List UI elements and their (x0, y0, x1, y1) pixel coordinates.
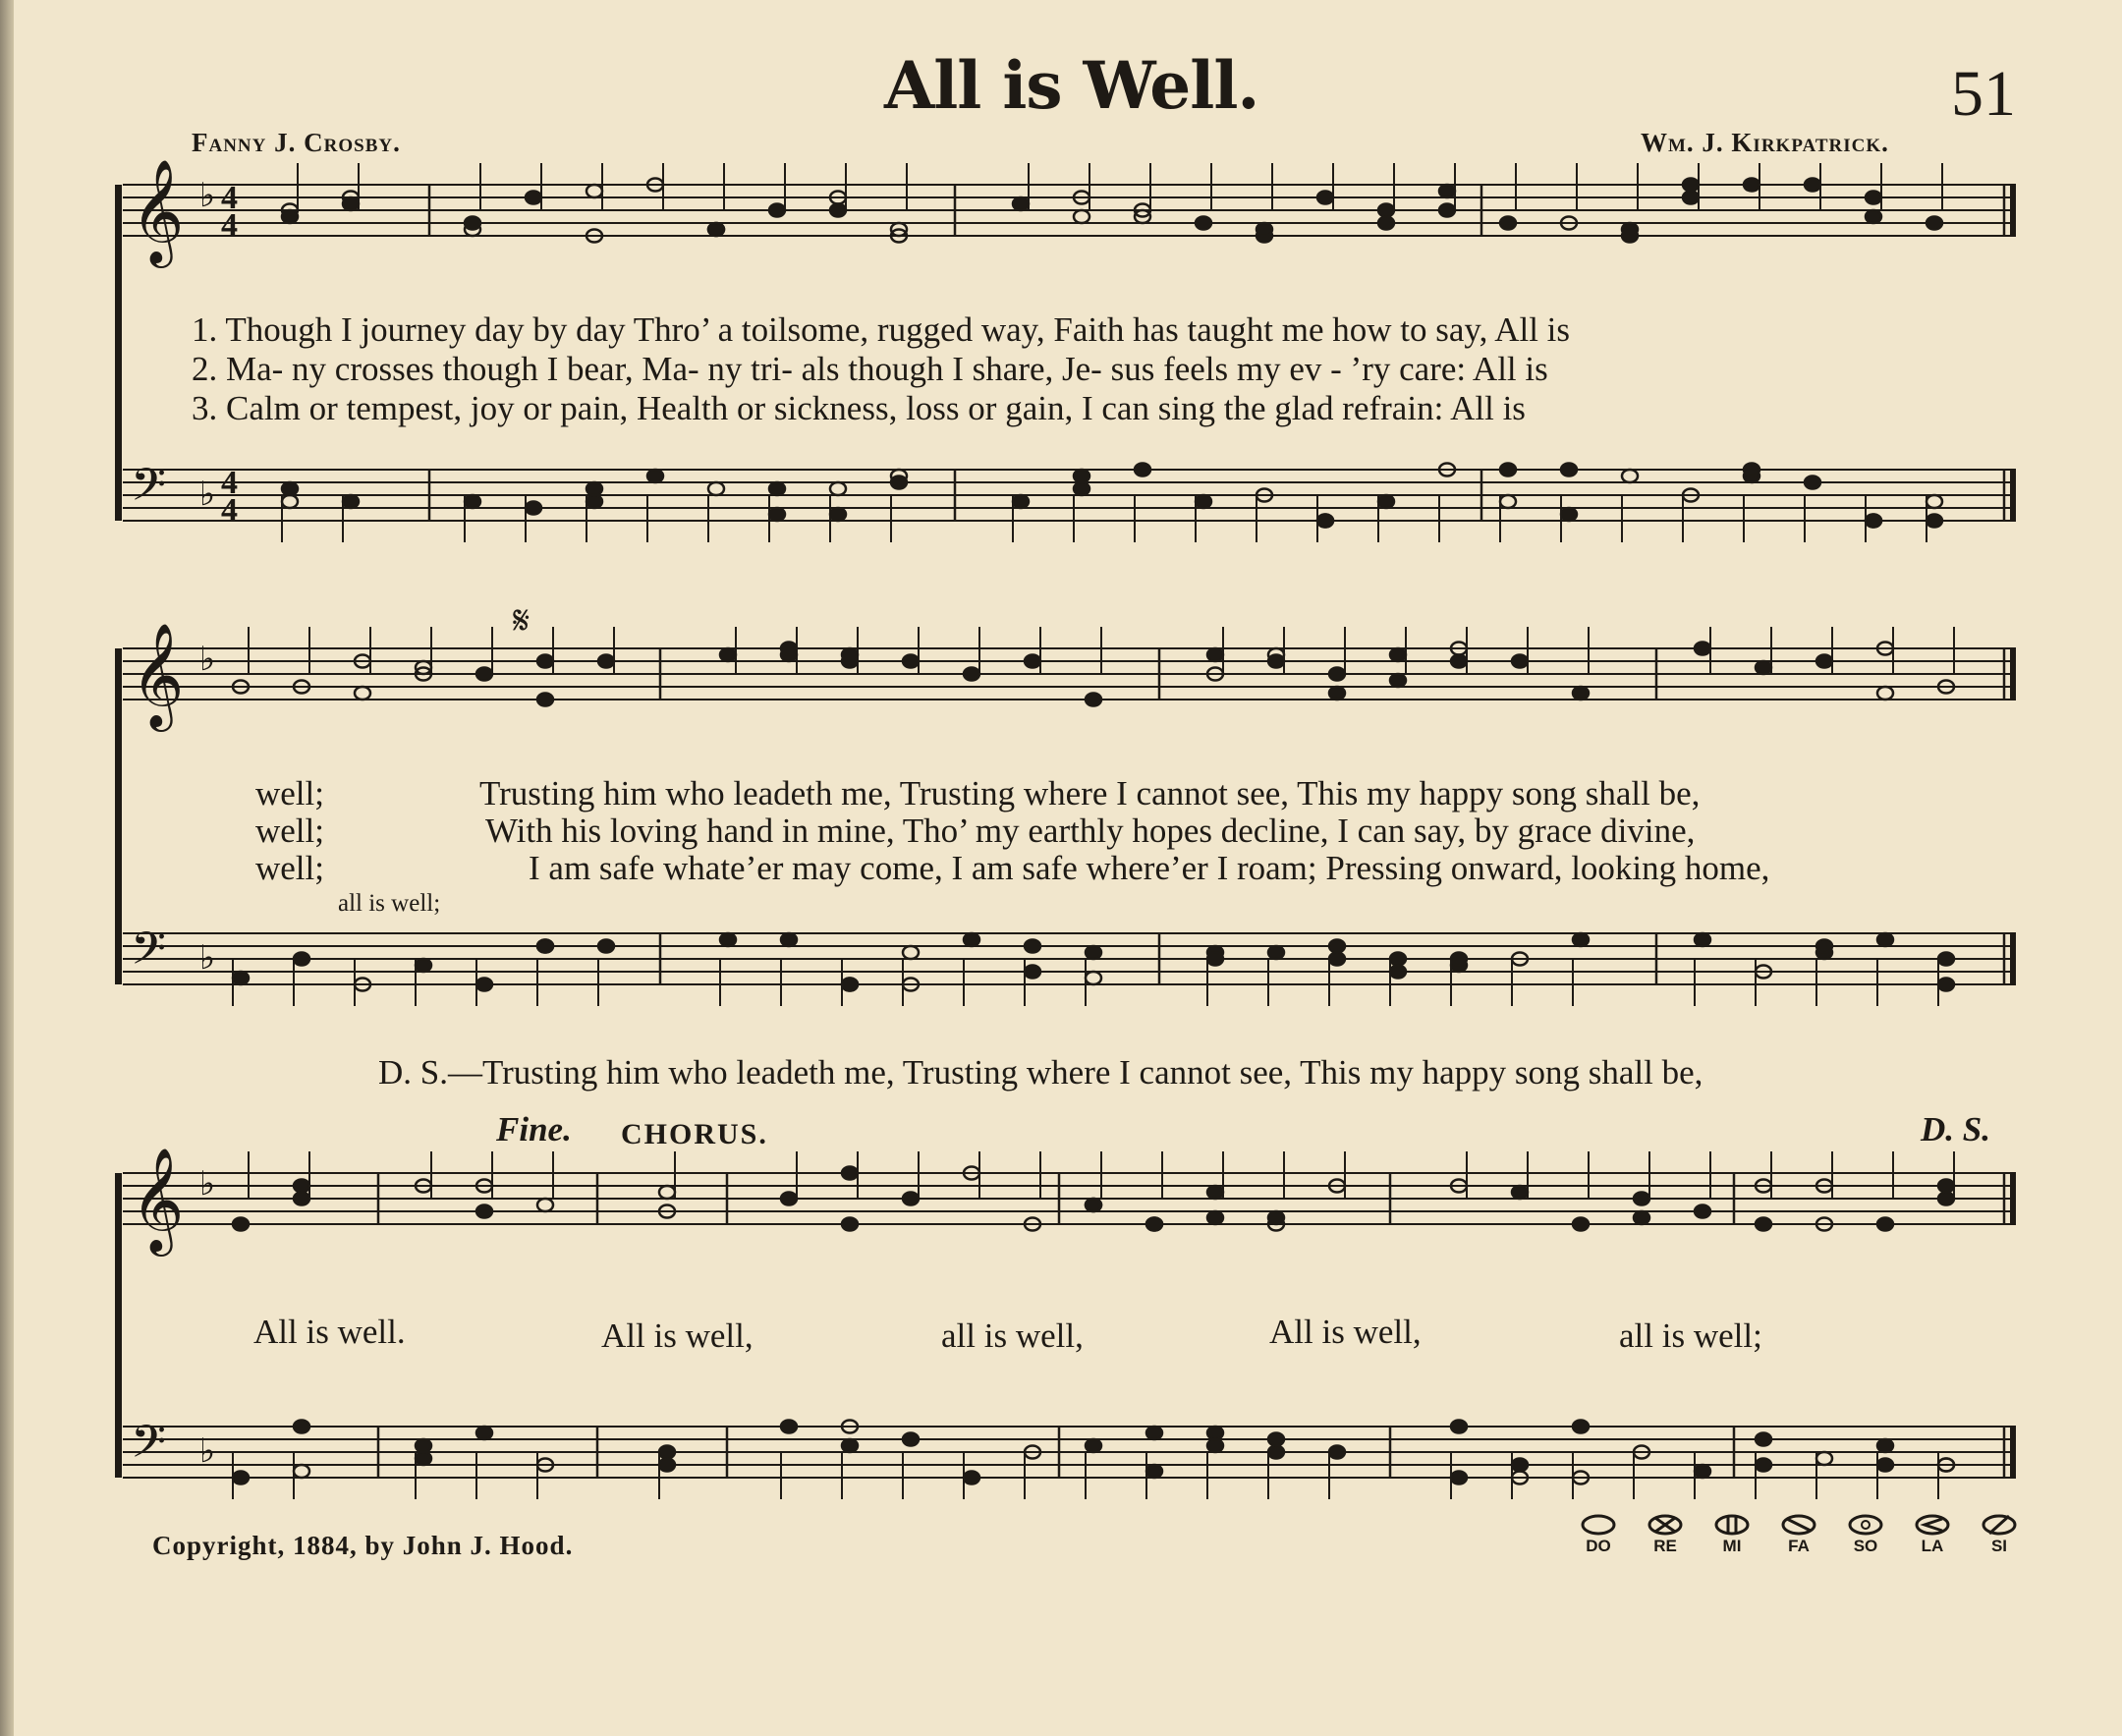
shape-so: SO (1834, 1513, 1897, 1556)
note-head (842, 979, 858, 991)
note-head (1439, 185, 1455, 197)
staff-3-treble-final-bar (2010, 1173, 2016, 1224)
note-head (343, 197, 359, 210)
key-flat: ♭ (199, 1164, 216, 1204)
shape-do: DO (1567, 1513, 1630, 1556)
note-head (586, 185, 602, 197)
note-head (1561, 464, 1577, 476)
note-head (1816, 655, 1832, 668)
note-head (1146, 1465, 1162, 1478)
note-head (294, 1180, 309, 1193)
chorus-lyric-4: All is well, (1269, 1313, 1422, 1351)
note-head (598, 655, 614, 668)
note-head (1634, 1211, 1649, 1224)
note-head (1207, 648, 1223, 661)
note-head (1816, 940, 1832, 953)
note-head (1927, 495, 1942, 508)
note-head (1329, 1446, 1345, 1459)
note-head (1695, 933, 1710, 946)
verse-3-line-1: 3. Calm or tempest, joy or pain, Health or sickness, loss or gain, I can sing the glad refrain: All is (192, 389, 1526, 427)
note-head (1695, 1205, 1710, 1218)
system-2-bracket (115, 648, 122, 984)
note-head (1451, 1472, 1467, 1484)
note-head (1268, 1433, 1284, 1446)
note-head (1390, 648, 1406, 661)
bass-clef: 𝄢 (131, 923, 167, 986)
note-head (476, 1427, 492, 1439)
note-head (964, 933, 979, 946)
fa-shape-icon (1779, 1513, 1818, 1537)
system-1-bracket (115, 185, 122, 521)
note-head (233, 1218, 249, 1231)
note-head (842, 648, 858, 661)
note-head (294, 1193, 309, 1205)
note-head (1756, 1218, 1771, 1231)
note-head (1013, 495, 1029, 508)
fine-marking: Fine. (496, 1110, 572, 1148)
note-head (598, 940, 614, 953)
note-head (1329, 687, 1345, 700)
note-head (1013, 197, 1029, 210)
note-head (416, 1439, 431, 1452)
note-head (1329, 953, 1345, 966)
note-head (1317, 192, 1333, 204)
note-head (1146, 1218, 1162, 1231)
note-head (1573, 687, 1589, 700)
note-head (1317, 515, 1333, 528)
note-head (1074, 470, 1089, 482)
note-head (1025, 966, 1040, 979)
time-signature-bottom: 4 (221, 492, 238, 529)
note-head (537, 655, 553, 668)
note-head (1561, 508, 1577, 521)
note-head (781, 1421, 797, 1433)
note-head (1756, 1433, 1771, 1446)
note-head (903, 1193, 919, 1205)
verse-3-well: well; (255, 849, 324, 887)
note-head (1512, 1186, 1528, 1199)
note-head (903, 1433, 919, 1446)
key-flat: ♭ (199, 640, 216, 679)
note-head (830, 204, 846, 217)
note-head (294, 1421, 309, 1433)
note-head (233, 1472, 249, 1484)
note-head (659, 1446, 675, 1459)
note-head (1268, 946, 1284, 959)
note-head (1927, 515, 1942, 528)
note-head (1695, 1465, 1710, 1478)
note-head (781, 933, 797, 946)
bass-clef: 𝄢 (131, 1416, 167, 1480)
note-head (1816, 1452, 1832, 1465)
note-head (1390, 674, 1406, 687)
note-head (1086, 972, 1101, 984)
ds-marking: D. S. (1921, 1110, 1990, 1148)
note-head (1927, 217, 1942, 230)
note-head (1378, 204, 1394, 217)
note-head (1086, 946, 1101, 959)
note-head (1196, 217, 1211, 230)
note-head (903, 655, 919, 668)
note-head (842, 1439, 858, 1452)
verse-1-line-2: Trusting him who leadeth me, Trusting where I cannot see, This my happy song shall be, (479, 774, 1701, 812)
note-head (355, 687, 370, 700)
note-head (1207, 1427, 1223, 1439)
chorus-lyric-5: all is well; (1619, 1316, 1762, 1355)
note-head (1500, 217, 1516, 230)
note-head (1378, 217, 1394, 230)
note-head (1512, 655, 1528, 668)
chorus-lyric-2: All is well, (601, 1316, 754, 1355)
note-head (1877, 933, 1893, 946)
note-head (233, 972, 249, 984)
bass-clef: 𝄢 (131, 459, 167, 523)
note-head (537, 694, 553, 706)
note-head (1390, 953, 1406, 966)
note-head (1683, 192, 1699, 204)
note-head (1500, 464, 1516, 476)
note-head (294, 953, 309, 966)
note-head (1207, 1211, 1223, 1224)
note-head (294, 1465, 309, 1478)
note-head (1938, 979, 1954, 991)
note-head (842, 1167, 858, 1180)
note-head (465, 495, 480, 508)
time-signature-top: 4 (221, 180, 238, 216)
note-head (526, 502, 541, 515)
note-head (1207, 1439, 1223, 1452)
note-head (1877, 1439, 1893, 1452)
note-head (964, 668, 979, 681)
note-head (1025, 655, 1040, 668)
note-head (586, 495, 602, 508)
key-flat: ♭ (199, 1431, 216, 1471)
staff-2-bass-final-bar (2010, 933, 2016, 984)
note-head (1877, 1218, 1893, 1231)
copyright-notice: Copyright, 1884, by John J. Hood. (152, 1531, 574, 1560)
note-head (1268, 1446, 1284, 1459)
re-shape-icon (1646, 1513, 1685, 1537)
bass-lyric: all is well; (338, 890, 441, 917)
note-head (1378, 495, 1394, 508)
verse-2-line-1: 2. Ma- ny crosses though I bear, Ma- ny tri- als though I share, Je- sus feels my ev - ’ry care: All is (192, 350, 1548, 388)
note-head (465, 217, 480, 230)
note-head (659, 1186, 675, 1199)
note-head (1573, 933, 1589, 946)
chorus-label: CHORUS. (621, 1118, 768, 1150)
note-head (476, 1205, 492, 1218)
note-head (1451, 1421, 1467, 1433)
note-head (282, 482, 298, 495)
note-head (1451, 655, 1467, 668)
staff-2-treble-final-bar (2010, 648, 2016, 700)
note-head (1756, 661, 1771, 674)
note-head (1146, 1427, 1162, 1439)
note-head (1512, 1459, 1528, 1472)
note-head (1329, 940, 1345, 953)
note-head (1256, 223, 1272, 236)
note-head (1866, 210, 1881, 223)
note-head (416, 959, 431, 972)
note-head (1683, 179, 1699, 192)
note-head (708, 482, 724, 495)
note-head (1866, 192, 1881, 204)
staff-1-bass-final-bar (2010, 470, 2016, 521)
verse-1-line-1: 1. Though I journey day by day Thro’ a toilsome, rugged way, Faith has taught me how to say, All is (192, 310, 1571, 349)
verse-2-line-2: With his loving hand in mine, Tho’ my earthly hopes decline, I can say, by grace divine, (485, 812, 1696, 850)
note-head (1877, 1459, 1893, 1472)
note-head (1756, 1459, 1771, 1472)
note-head (1866, 515, 1881, 528)
note-head (1622, 470, 1638, 482)
note-head (1196, 495, 1211, 508)
time-signature-bottom: 4 (221, 207, 238, 244)
note-head (586, 482, 602, 495)
note-head (647, 470, 663, 482)
time-signature-top: 4 (221, 465, 238, 501)
treble-clef: 𝄞 (131, 158, 185, 263)
note-head (476, 668, 492, 681)
verse-2-well: well; (255, 812, 324, 850)
note-head (1938, 953, 1954, 966)
note-head (1207, 1186, 1223, 1199)
key-flat: ♭ (199, 938, 216, 978)
verse-1-well: well; (255, 774, 324, 812)
system-3-bracket (115, 1173, 122, 1478)
verse-3-line-2: I am safe whate’er may come, I am safe where’er I roam; Pressing onward, looking home, (529, 849, 1770, 887)
note-head (1451, 953, 1467, 966)
note-head (1135, 464, 1150, 476)
key-flat: ♭ (199, 176, 216, 215)
segno-sign: 𝄋 (513, 598, 530, 643)
note-head (1573, 1218, 1589, 1231)
treble-clef: 𝄞 (131, 622, 185, 727)
note-head (416, 1452, 431, 1465)
note-head (1938, 1180, 1954, 1193)
shape-fa: FA (1767, 1513, 1830, 1556)
note-head (1500, 495, 1516, 508)
note-head (1622, 223, 1638, 236)
note-head (1805, 476, 1820, 489)
treble-clef: 𝄞 (131, 1147, 185, 1252)
page-number: 51 (1951, 58, 2016, 130)
note-head (476, 979, 492, 991)
note-head (1805, 179, 1820, 192)
note-head (720, 648, 736, 661)
lyricist-credit: Fanny J. Crosby. (192, 128, 401, 157)
chorus-lyric-1: All is well. (253, 1313, 406, 1351)
note-head (708, 223, 724, 236)
chorus-lyric-3: all is well, (941, 1316, 1084, 1355)
shape-note-legend (1567, 1513, 2031, 1556)
note-head (903, 946, 919, 959)
note-head (1744, 464, 1759, 476)
note-head (769, 204, 785, 217)
note-head (842, 1218, 858, 1231)
note-head (1025, 940, 1040, 953)
note-head (537, 1199, 553, 1211)
note-head (769, 482, 785, 495)
ds-line: D. S.—Trusting him who leadeth me, Trusting where I cannot see, This my happy song shall be, (378, 1053, 1703, 1092)
note-head (830, 508, 846, 521)
hymn-title: All is Well. (884, 47, 1259, 124)
note-head (1086, 1439, 1101, 1452)
si-shape-icon (1980, 1513, 2019, 1537)
note-head (1207, 953, 1223, 966)
note-head (343, 495, 359, 508)
note-head (1329, 668, 1345, 681)
do-shape-icon (1579, 1513, 1618, 1537)
note-head (964, 1472, 979, 1484)
so-shape-icon (1846, 1513, 1885, 1537)
note-head (1573, 1421, 1589, 1433)
shape-mi: MI (1701, 1513, 1763, 1556)
note-head (1634, 1193, 1649, 1205)
shape-re: RE (1634, 1513, 1697, 1556)
la-shape-icon (1913, 1513, 1952, 1537)
key-flat: ♭ (199, 475, 216, 514)
shape-la: LA (1901, 1513, 1964, 1556)
note-head (526, 192, 541, 204)
note-head (1086, 1199, 1101, 1211)
shape-si: SI (1968, 1513, 2031, 1556)
note-head (781, 1193, 797, 1205)
note-head (282, 495, 298, 508)
note-head (769, 508, 785, 521)
note-head (1268, 655, 1284, 668)
note-head (720, 933, 736, 946)
note-head (1695, 643, 1710, 655)
staff-3-bass-final-bar (2010, 1427, 2016, 1478)
staff-1-treble-final-bar (2010, 185, 2016, 236)
note-head (1877, 687, 1893, 700)
composer-credit: Wm. J. Kirkpatrick. (1641, 128, 1889, 157)
note-head (1439, 204, 1455, 217)
note-head (1744, 179, 1759, 192)
note-head (659, 1459, 675, 1472)
note-head (1074, 482, 1089, 495)
note-head (830, 482, 846, 495)
note-head (1086, 694, 1101, 706)
note-head (781, 643, 797, 655)
note-head (1074, 210, 1089, 223)
mi-shape-icon (1712, 1513, 1752, 1537)
note-head (1390, 966, 1406, 979)
note-head (1938, 1193, 1954, 1205)
